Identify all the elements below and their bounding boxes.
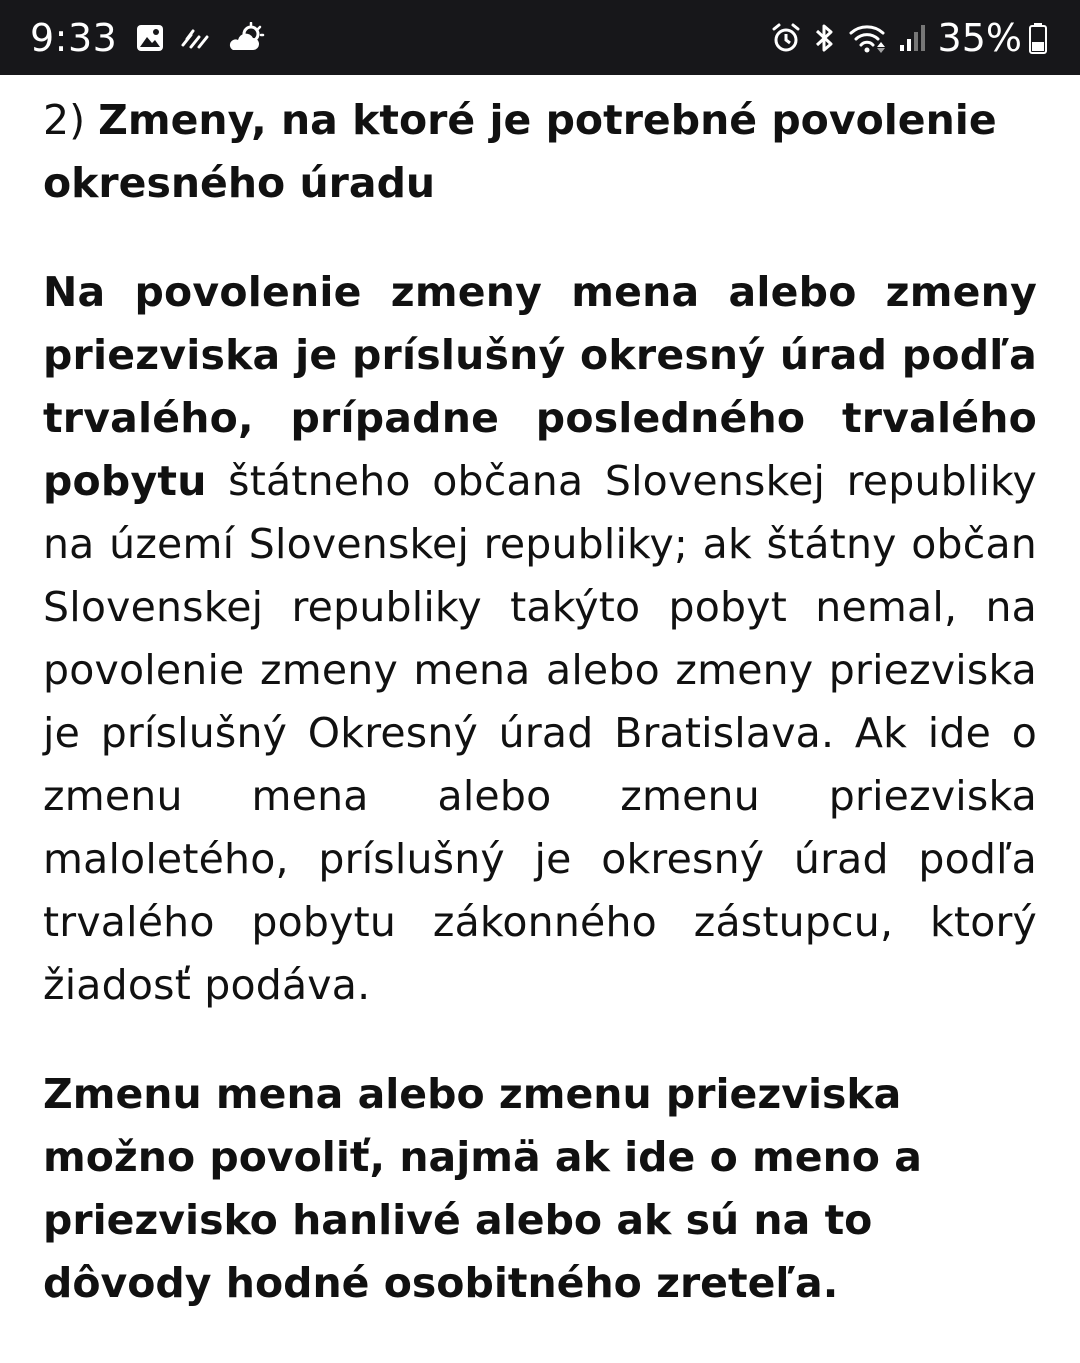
battery-percent: 35%	[937, 15, 1022, 60]
status-bar-right	[770, 16, 1048, 60]
gallery-icon	[135, 23, 165, 53]
wifi-icon	[848, 22, 888, 54]
paragraph-jurisdiction	[43, 261, 1037, 1017]
heading-text: Zmeny, na ktoré je potrebné povolenie okresného úradu	[43, 96, 997, 207]
article-content	[43, 75, 1037, 1315]
paragraph-jurisdiction-text: štátneho občana Slovenskej republiky na území Slovenskej republiky; ak štátny občan Slovenskej republiky takýto pobyt nemal, na povolenie zmeny mena alebo zmeny priezviska je príslušný Okresný úrad Bratislava. Ak ide o zmenu mena alebo zmenu priezviska maloletého, príslušný je okresný úrad podľa trvalého pobytu zákonného zástupcu, ktorý žiadosť podáva.	[43, 457, 1037, 1009]
section-heading	[43, 89, 1037, 215]
bluetooth-icon	[812, 22, 838, 54]
fitness-icon	[179, 23, 213, 53]
heading-number: 2)	[43, 96, 86, 144]
signal-icon	[898, 23, 928, 53]
status-bar	[0, 0, 1080, 75]
weather-icon	[227, 22, 265, 54]
clock: 9:33	[30, 15, 118, 60]
alarm-icon	[770, 22, 802, 54]
paragraph-jurisdiction-bold: Na povolenie zmeny mena alebo zmeny priezviska je príslušný okresný úrad podľa trvalého, prípadne posledného trvalého pobytu	[43, 268, 1037, 505]
paragraph-conditions	[43, 1063, 1037, 1315]
battery-icon	[1028, 22, 1048, 54]
status-bar-left	[30, 16, 279, 60]
paragraph-conditions-bold: Zmenu mena alebo zmenu priezviska možno povoliť, najmä ak ide o meno a priezvisko hanlivé alebo ak sú na to dôvody hodné osobitného zreteľa.	[43, 1070, 922, 1307]
